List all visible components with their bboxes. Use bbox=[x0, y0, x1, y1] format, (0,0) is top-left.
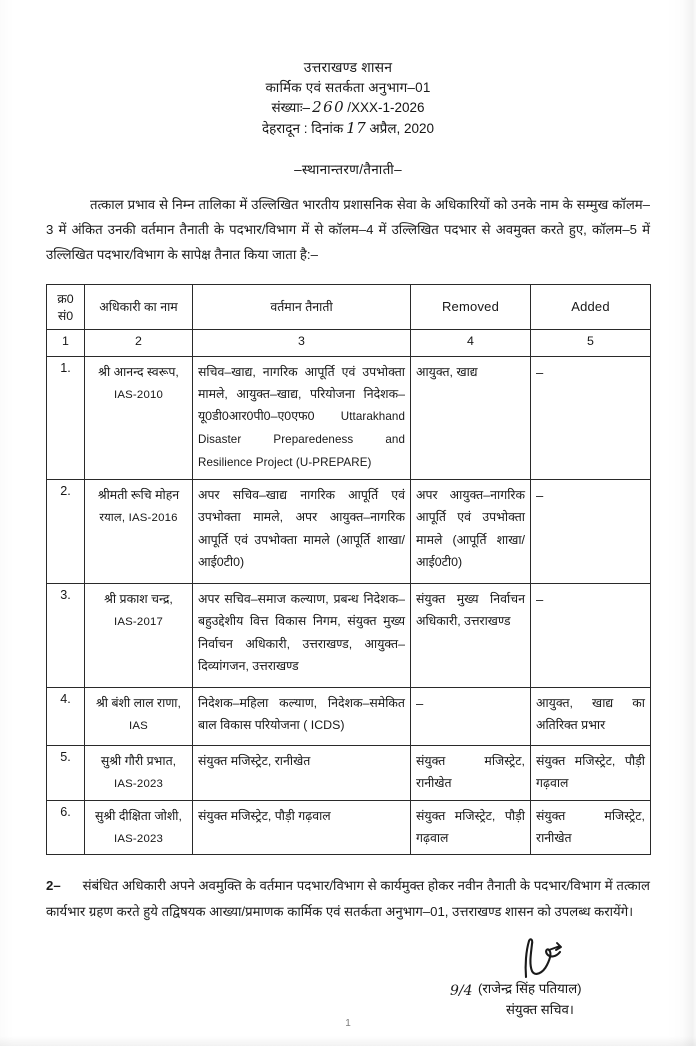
col-num-1: 1 bbox=[47, 329, 85, 356]
date-handwritten: 17 bbox=[346, 119, 367, 138]
officer-batch: IAS bbox=[129, 719, 148, 732]
table-column-number-row bbox=[47, 329, 651, 356]
handwritten-signature-icon bbox=[516, 937, 562, 981]
signatory-designation: संयुक्त सचिव। bbox=[506, 1001, 574, 1017]
cell-officer-name bbox=[85, 583, 193, 687]
officer-batch: IAS-2023 bbox=[113, 777, 164, 790]
col-num-5: 5 bbox=[531, 329, 651, 356]
col-header-serial: क्र0 सं0 bbox=[47, 284, 85, 329]
officers-table-wrapper bbox=[46, 284, 650, 856]
cell-officer-name bbox=[85, 356, 193, 479]
cell-removed: संयुक्त मुख्य निर्वाचन अधिकारी, उत्तराखण्ड bbox=[411, 583, 531, 687]
cell-officer-name bbox=[85, 479, 193, 583]
table-row bbox=[47, 583, 651, 687]
officer-batch: रयाल, IAS-2016 bbox=[99, 511, 178, 524]
officer-name-text: श्रीमती रूचि मोहन bbox=[97, 487, 180, 502]
table-head bbox=[47, 284, 651, 356]
cell-added: – bbox=[531, 356, 651, 479]
place-label: देहरादून : दिनांक bbox=[261, 121, 344, 137]
table-header-row bbox=[47, 284, 651, 329]
table-row bbox=[47, 479, 651, 583]
page-number: 1 bbox=[345, 1018, 351, 1029]
col-header-current-posting: वर्तमान तैनाती bbox=[193, 284, 411, 329]
cell-removed: आयुक्त, खाद्य bbox=[411, 356, 531, 479]
col-header-officer-name: अधिकारी का नाम bbox=[85, 284, 193, 329]
department-name: कार्मिक एवं सतर्कता अनुभाग–01 bbox=[265, 79, 431, 95]
table-row bbox=[47, 800, 651, 855]
table-row bbox=[47, 687, 651, 745]
government-name: उत्तराखण्ड शासन bbox=[303, 59, 393, 75]
cell-added: – bbox=[531, 583, 651, 687]
officers-table bbox=[46, 284, 651, 856]
current-posting-hindi: सचिव–खाद्य, नागरिक आपूर्ति एवं उपभोक्ता मामले, आयुक्त–खाद्य, परियोजना निदेशक– यू0डी0आर0पी0–ए0एफ0 bbox=[198, 364, 405, 424]
current-posting-text: संयुक्त मजिस्ट्रेट, पौड़ी गढ़वाल bbox=[198, 808, 331, 823]
reference-number-handwritten: 260 bbox=[312, 98, 346, 117]
reference-number-line bbox=[0, 97, 696, 118]
cell-removed: – bbox=[411, 687, 531, 745]
intro-paragraph: तत्काल प्रभाव से निम्न तालिका में उल्लिखित भारतीय प्रशासनिक सेवा के अधिकारियों को उनके नाम के सम्मुख कॉलम–3 में अंकित उनकी वर्तमान तैनाती के पदभार/विभाग में से कॉलम–4 में उल्लिखित पदभार से अवमुक्त करते हुए, कॉलम–5 में उल्लिखित पदभार/विभाग के सापेक्ष तैनात किया जाता है:– bbox=[46, 196, 650, 263]
closing-paragraph bbox=[46, 873, 650, 924]
current-posting-text: संयुक्त मजिस्ट्रेट, रानीखेत bbox=[198, 753, 311, 768]
signatory-name: (राजेन्द्र सिंह पतियाल) bbox=[478, 980, 582, 996]
cell-serial: 2. bbox=[47, 479, 85, 583]
reference-number-suffix: /XXX-1-2026 bbox=[347, 100, 425, 116]
officer-batch: IAS-2023 bbox=[113, 832, 164, 845]
officer-batch: IAS-2017 bbox=[113, 615, 164, 628]
cell-serial: 6. bbox=[47, 800, 85, 855]
letterhead bbox=[0, 0, 696, 140]
officer-name-text: श्री प्रकाश चन्द्र, bbox=[104, 591, 173, 606]
closing-text: संबंधित अधिकारी अपने अवमुक्ति के वर्तमान पदभार/विभाग से कार्यमुक्त होकर नवीन तैनाती के पदभार/विभाग में तत्काल कार्यभार ग्रहण करते हुये तद्विषयक आख्या/प्रमाणक कार्मिक एवं सतर्कता अनुभाग–01, उत्तराखण्ड शासन को उपलब्ध करायेंगे। bbox=[46, 878, 650, 919]
table-body bbox=[47, 356, 651, 855]
cell-serial: 4. bbox=[47, 687, 85, 745]
officer-name-text: सुश्री गौरी प्रभात, bbox=[100, 753, 177, 768]
place-date-line bbox=[0, 118, 696, 139]
cell-added: संयुक्त मजिस्ट्रेट, रानीखेत bbox=[531, 800, 651, 855]
cell-current-posting: अपर सचिव–खाद्य नागरिक आपूर्ति एवं उपभोक्ता मामले, अपर आयुक्त–नागरिक आपूर्ति एवं उपभोक्ता मामले (आपूर्ति शाखा/आई0टी0) bbox=[193, 479, 411, 583]
cell-serial: 5. bbox=[47, 745, 85, 800]
col-num-2: 2 bbox=[85, 329, 193, 356]
signature-date-mark: 9/4 bbox=[450, 982, 473, 999]
cell-added: संयुक्त मजिस्ट्रेट, पौड़ी गढ़वाल bbox=[531, 745, 651, 800]
cell-current-posting bbox=[193, 745, 411, 800]
reference-number-prefix: संख्याः– bbox=[271, 100, 311, 116]
officer-name-text: सुश्री दीक्षिता जोशी, bbox=[95, 808, 182, 823]
cell-removed: अपर आयुक्त–नागरिक आपूर्ति एवं उपभोक्ता मामले (आपूर्ति शाखा/आई0टी0) bbox=[411, 479, 531, 583]
cell-added: – bbox=[531, 479, 651, 583]
cell-serial: 1. bbox=[47, 356, 85, 479]
date-rest: अप्रैल, 2020 bbox=[369, 121, 435, 137]
cell-current-posting bbox=[193, 800, 411, 855]
signature-block bbox=[0, 935, 696, 1046]
clause-number: 2– bbox=[46, 878, 61, 894]
officer-batch: IAS-2010 bbox=[113, 388, 164, 401]
officer-name-text: श्री बंशी लाल राणा, bbox=[96, 695, 181, 710]
cell-removed: संयुक्त मजिस्ट्रेट, रानीखेत bbox=[411, 745, 531, 800]
cell-current-posting: अपर सचिव–समाज कल्याण, प्रबन्ध निदेशक– बहुउद्देशीय वित्त विकास निगम, संयुक्त मुख्य निर्वाचन अधिकारी, उत्तराखण्ड, आयुक्त–दिव्यांगजन, उत्तराखण्ड bbox=[193, 583, 411, 687]
col-header-removed: Removed bbox=[411, 284, 531, 329]
table-row bbox=[47, 356, 651, 479]
cell-officer-name bbox=[85, 687, 193, 745]
subject-heading: –स्थानान्तरण/तैनाती– bbox=[294, 161, 402, 177]
col-num-3: 3 bbox=[193, 329, 411, 356]
cell-serial: 3. bbox=[47, 583, 85, 687]
officer-name-text: श्री आनन्द स्वरूप, bbox=[98, 364, 179, 379]
current-posting-latin: Uttarakhand Disaster Preparedeness and Resilience Project (U-PREPARE) bbox=[198, 410, 405, 470]
cell-removed: संयुक्त मजिस्ट्रेट, पौड़ी गढ़वाल bbox=[411, 800, 531, 855]
cell-officer-name bbox=[85, 800, 193, 855]
table-row bbox=[47, 745, 651, 800]
cell-added: आयुक्त, खाद्य का अतिरिक्त प्रभार bbox=[531, 687, 651, 745]
cell-current-posting bbox=[193, 356, 411, 479]
cell-officer-name bbox=[85, 745, 193, 800]
cell-current-posting: निदेशक–महिला कल्याण, निदेशक–समेकित बाल विकास परियोजना ( ICDS) bbox=[193, 687, 411, 745]
col-num-4: 4 bbox=[411, 329, 531, 356]
col-header-added: Added bbox=[531, 284, 651, 329]
